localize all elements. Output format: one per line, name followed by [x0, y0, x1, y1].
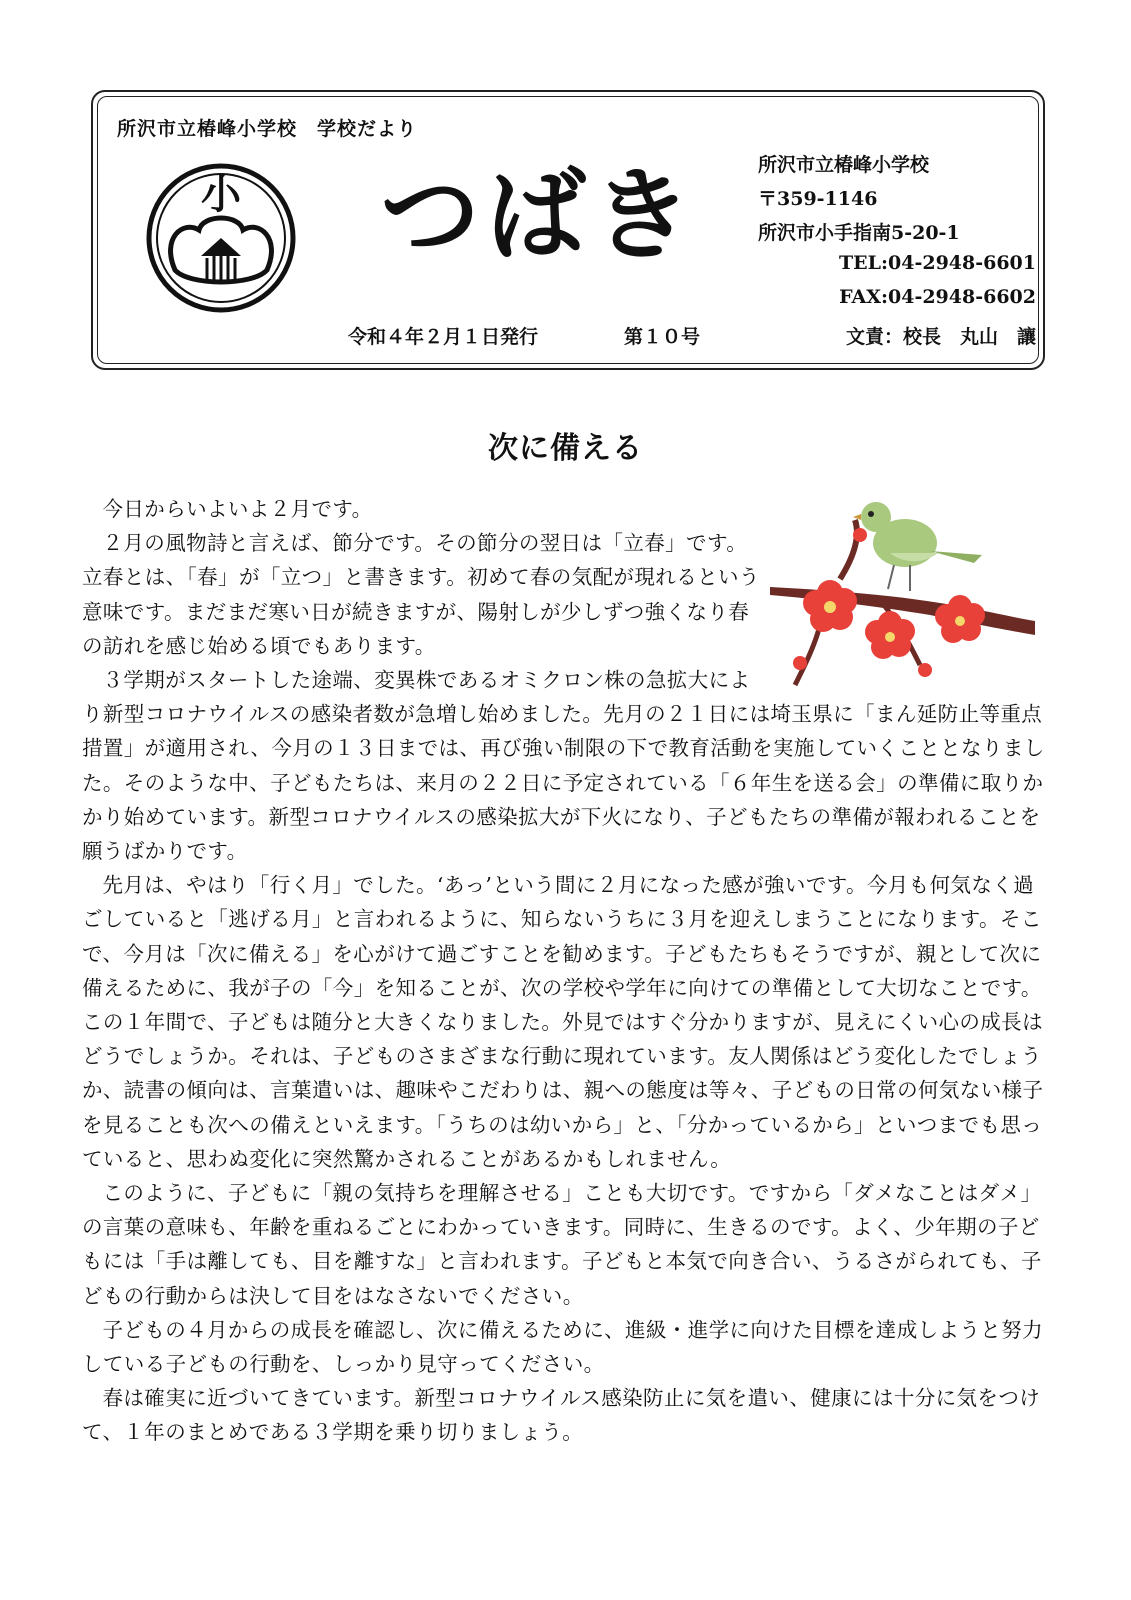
paragraph: 先月は、やはり「行く月」でした。‘あっ’という間に２月になった感が強いです。今月も何気なく過ごしていると「逃げる月」と言われるように、知らないうちに３月を迎えしまうことになります。そこで、今月は「次に備える」を心がけて過ごすことを勧めます。子どもたちもそうですが、親として次に備えるために、我が子の「今」を知ることが、次の学校や学年に向けての準備として大切なことです。この１年間で、子どもは随分と大きくなりました。外見ではすぐ分かりますが、見えにくい心の成長はどうでしょうか。それは、子どものさまざまな行動に現れています。友人関係はどう変化したでしょうか、読書の傾向は、言葉遣いは、趣味やこだわりは、親への態度は等々、子どもの日常の何気ない様子を見ることも次への備えといえます。「うちのは幼いから」と、「分かっているから」といつまでも思っていると、思わぬ変化に突然驚かされることがあるかもしれません。	[82, 873, 1044, 1171]
street-address: 所沢市小手指南5-20-1	[758, 222, 960, 244]
paragraph: ３学期がスタートした途端、変異株であるオミクロン株の急拡大により新型コロナウイルスの感染者数が急増し始めました。先月の２１日には埼玉県に「まん延防止等重点措置」が適用され、今月の１３日までは、再び強い制限の下で教育活動を実施していくこととなりました。そのような中、子どもたちは、来月の２２日に予定されている「６年生を送る会」の準備に取りかかり始めています。新型コロナウイルスの感染拡大が下火になり、子どもたちの準備が報われることを願うばかりです。	[82, 668, 1045, 864]
article-title: 次に備える	[488, 431, 643, 466]
paragraph: 春は確実に近づいてきています。新型コロナウイルス感染防止に気を遣い、健康には十分に気をつけて、１年のまとめである３学期を乗り切りましょう。	[82, 1386, 1041, 1445]
school-emblem-logo	[143, 158, 299, 318]
paragraph: 今日からいよいよ２月です。	[102, 497, 373, 521]
bird-on-plum-branch-illustration	[760, 495, 1040, 695]
issue-number: 第１０号	[624, 326, 701, 348]
emblem-glyph: 小	[201, 172, 241, 218]
telephone: TEL:04-2948-6601	[839, 252, 1036, 274]
newsletter-title: つばき	[380, 157, 698, 274]
school-name: 所沢市立椿峰小学校	[758, 154, 930, 176]
editor-credit: 文責：校長 丸山 讓	[845, 326, 1036, 348]
paragraph: 子どもの４月からの成長を確認し、次に備えるために、進級・進学に向けた目標を達成しようと努力している子どもの行動を、しっかり見守ってください。	[82, 1317, 1043, 1377]
fax: FAX:04-2948-6602	[839, 286, 1036, 308]
newsletter-label: 所沢市立椿峰小学校 学校だより	[117, 118, 418, 140]
paragraph: このように、子どもに「親の気持ちを理解させる」ことも大切です。ですから「ダメなことはダメ」の言葉の意味も、年齢を重ねるごとにわかっていきます。同時に、生きるのです。よく、少年期の子どもには「手は離しても、目を離すな」と言われます。子どもと本気で向き合い、うるさがられても、子どもの行動からは決して目をはなさないでください。	[82, 1181, 1042, 1308]
postal-code: 〒359-1146	[758, 188, 878, 210]
paragraph: ２月の風物詩と言えば、節分です。その節分の翌日は「立春」です。立春とは、「春」が「立つ」と書きます。初めて春の気配が現れるという意味です。まだまだ寒い日が続きますが、陽射しが少しずつ強くなり春の訪れを感じ始める頃でもあります。	[82, 531, 760, 658]
issue-date: 令和４年２月１日発行	[348, 326, 539, 348]
